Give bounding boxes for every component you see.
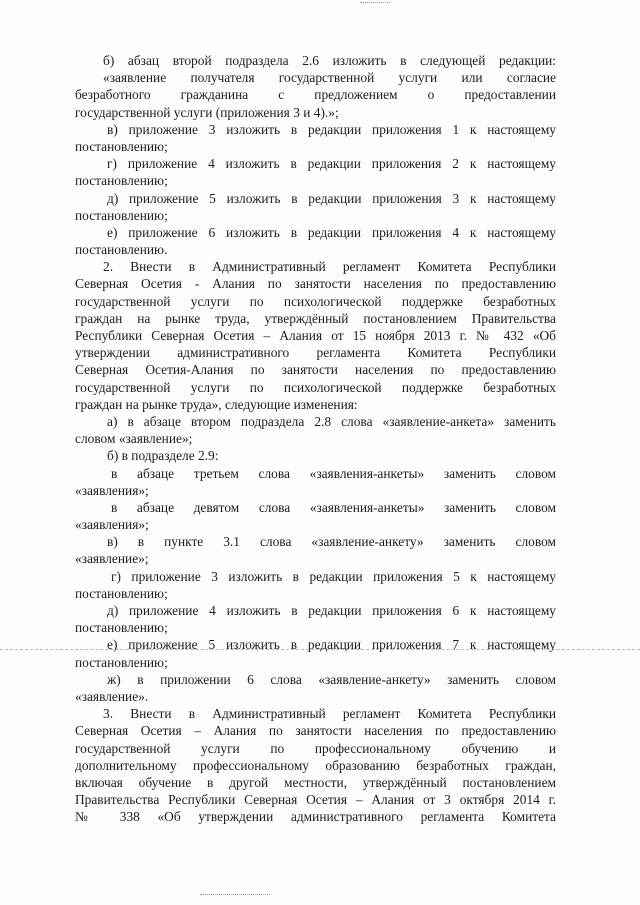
text-line: в) приложение 3 изложить в редакции приложения 1 к настоящему [107, 121, 556, 137]
text-line: «заявления»; [75, 517, 149, 533]
text-line: «заявления»; [75, 482, 149, 498]
text-line: безработного гражданина с предложением о предоставлении [75, 87, 556, 103]
text-line: Северная Осетия-Алания по занятости населения по предоставлению [75, 362, 556, 378]
text-line: утверждении административного регламента Комитета Республики [75, 345, 556, 361]
document-body [75, 52, 556, 825]
text-line: «заявление получателя государственной услуги или согласие [103, 70, 556, 86]
text-line: в) в пункте 3.1 слова «заявление-анкету» заменить словом [107, 534, 556, 550]
text-line: е) приложение 5 изложить в редакции приложения 7 к настоящему [107, 637, 556, 653]
text-line: постановлению; [75, 585, 168, 601]
text-line: ж) в приложении 6 слова «заявление-анкету» заменить словом [107, 671, 556, 687]
text-line: граждан на рынке труда, утверждённый постановлением Правительства [75, 310, 556, 326]
text-line: постановлению; [75, 654, 168, 670]
text-line: 2. Внести в Административный регламент Комитета Республики [103, 259, 556, 275]
text-line: г) приложение 4 изложить в редакции приложения 2 к настоящему [107, 156, 556, 172]
text-line: Северная Осетия - Алания по занятости населения по предоставлению [75, 276, 556, 292]
text-line: постановлению; [75, 620, 168, 636]
text-line: включая обучение в другой местности, утверждённый постановлением [75, 774, 556, 790]
text-line: «заявление». [75, 688, 149, 704]
text-line: в абзаце девятом слова «заявления-анкеты» заменить словом [111, 499, 556, 515]
text-line: е) приложение 6 изложить в редакции приложения 4 к настоящему [107, 224, 556, 240]
text-line: государственной услуги по профессиональному обучению и [75, 740, 556, 756]
text-line: постановлению; [75, 207, 168, 223]
text-line: постановлению. [75, 242, 168, 258]
text-line: постановлению; [75, 138, 168, 154]
text-line: «заявление»; [75, 551, 149, 567]
text-line: граждан на рынке труда», следующие изменения: [75, 396, 358, 412]
text-line: № 338 «Об утверждении административного регламента Комитета [75, 809, 556, 825]
text-line: государственной услуги (приложения 3 и 4).»; [75, 104, 339, 120]
text-line: Республики Северная Осетия – Алания от 15 ноября 2013 г. № 432 «Об [75, 328, 556, 343]
scan-artifact-bottom [200, 894, 270, 895]
text-line: д) приложение 4 изложить в редакции приложения 6 к настоящему [107, 603, 556, 618]
text-line: постановлению; [75, 173, 168, 189]
text-line: 3. Внести в Административный регламент Комитета Республики [103, 706, 556, 722]
text-line: государственной услуги по психологической поддержке безработных [75, 293, 556, 309]
text-line: а) в абзаце втором подраздела 2.8 слова «заявление-анкета» заменить [107, 413, 556, 429]
text-line: в абзаце третьем слова «заявления-анкеты» заменить словом [111, 465, 556, 481]
text-line: Правительства Республики Северная Осетия – Алания от 3 октября 2014 г. [75, 792, 556, 808]
text-line: дополнительному профессиональному образованию безработных граждан, [75, 757, 556, 773]
text-line: государственной услуги по психологической поддержке безработных [75, 379, 556, 395]
text-line: б) в подразделе 2.9: [107, 448, 219, 464]
text-line: Северная Осетия – Алания по занятости населения по предоставлению [75, 723, 556, 739]
text-line: г) приложение 3 изложить в редакции приложения 5 к настоящему [111, 568, 556, 584]
text-line: словом «заявление»; [75, 431, 193, 447]
text-line: д) приложение 5 изложить в редакции приложения 3 к настоящему [107, 190, 556, 206]
text-line: б) абзац второй подраздела 2.6 изложить в следующей редакции: [103, 53, 556, 68]
scan-artifact-top [360, 2, 390, 4]
